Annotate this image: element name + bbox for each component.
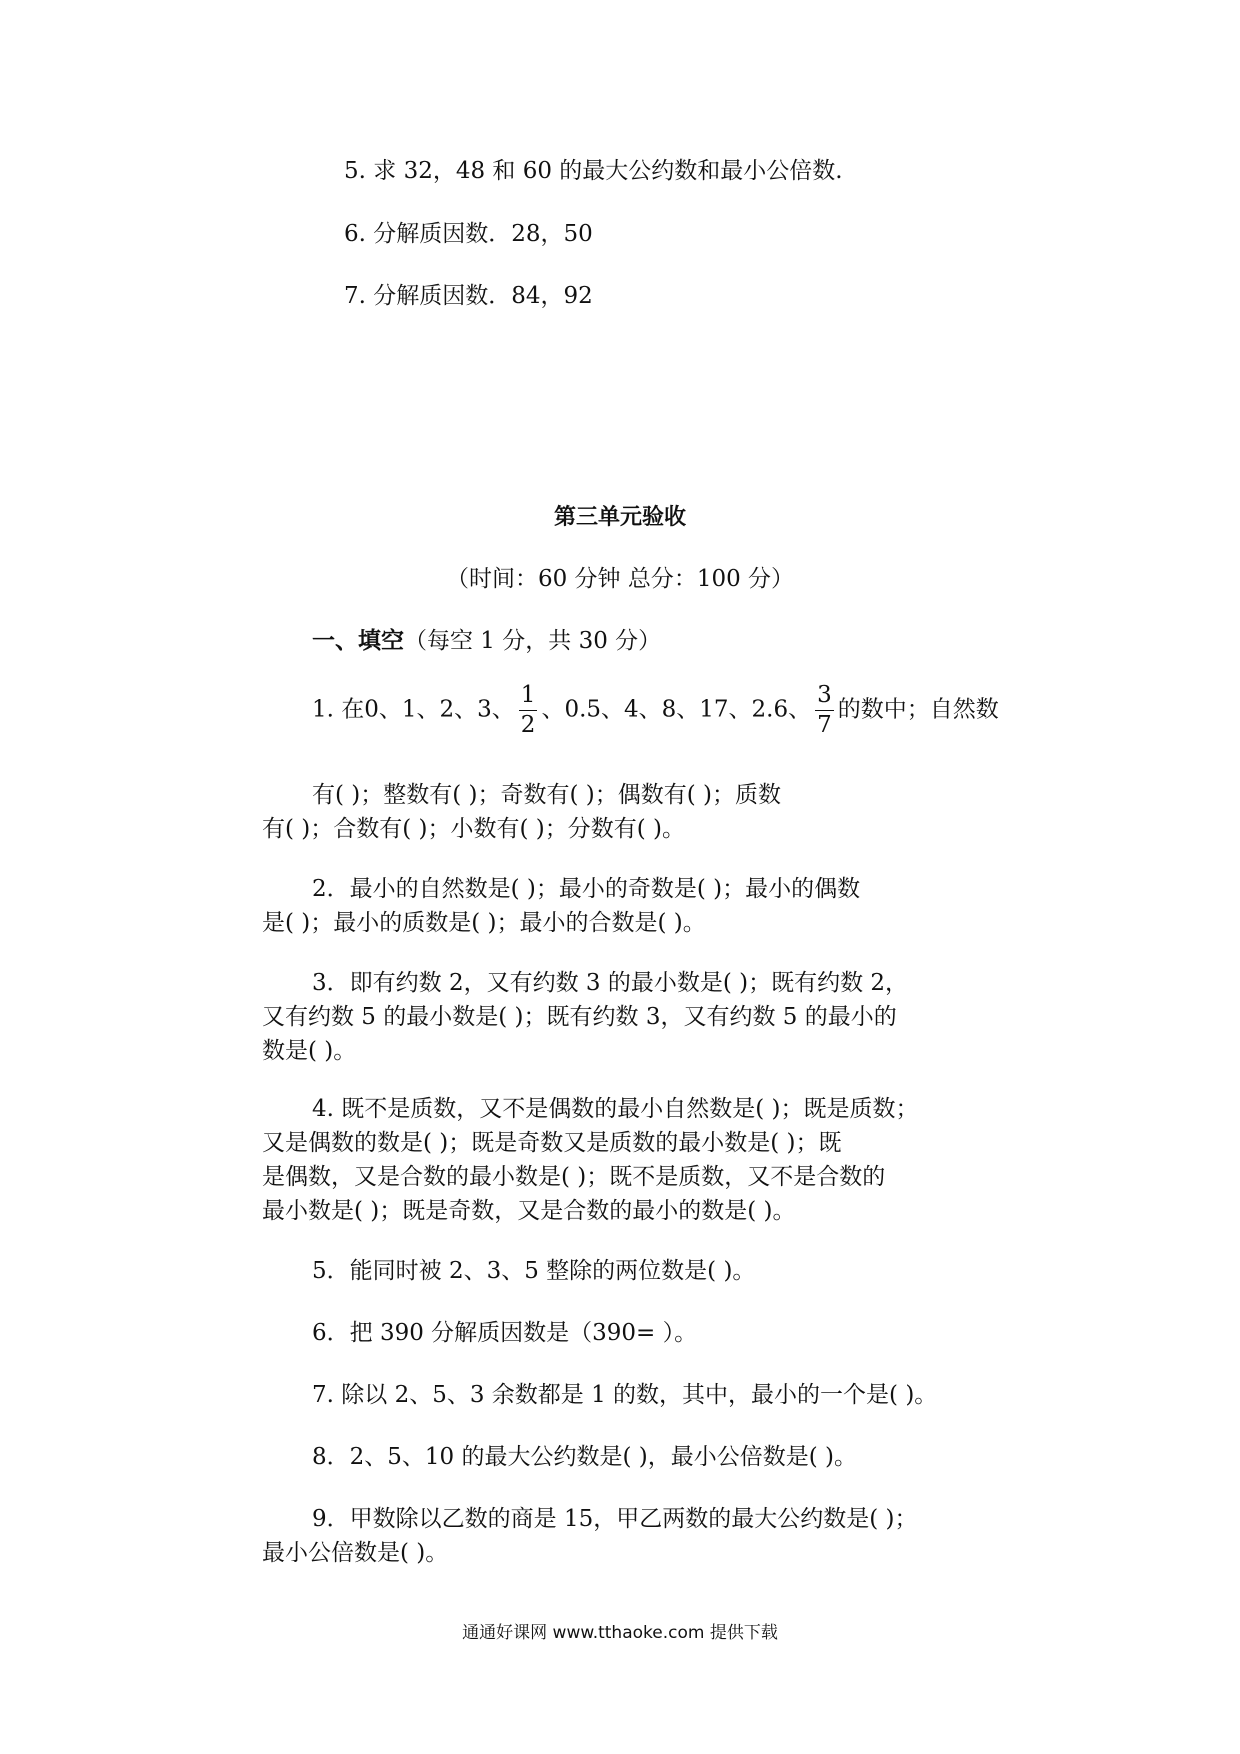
- top-item-7: 7. 分解质因数．84，92: [344, 283, 593, 309]
- q1-mid: 、0.5、4、8、17、2.6、: [541, 696, 812, 723]
- question-9-line-1: 9．甲数除以乙数的商是 15，甲乙两数的最大公约数是( )；: [312, 1506, 918, 1532]
- q1-pre: 1. 在0、1、2、3、: [312, 696, 515, 723]
- question-4-line-4: 最小数是( )；既是奇数，又是合数的最小的数是( )。: [262, 1198, 796, 1224]
- part-heading-rest: （每空 1 分，共 30 分）: [404, 628, 662, 654]
- fraction-denominator: 2: [520, 712, 536, 738]
- question-4-line-3: 是偶数，又是合数的最小数是( )；既不是质数，又不是合数的: [262, 1164, 886, 1190]
- fraction-numerator: 3: [815, 684, 834, 711]
- question-4-line-2: 又是偶数的数是( )；既是奇数又是质数的最小数是( )；既: [262, 1130, 842, 1156]
- question-1-line-2: 有( )；整数有( )；奇数有( )；偶数有( )；质数: [312, 782, 782, 808]
- page-footer: 通通好课网 www.tthaoke.com 提供下载: [462, 1623, 778, 1643]
- question-6: 6．把 390 分解质因数是（390= ）。: [312, 1320, 698, 1346]
- fraction-numerator: 1: [519, 684, 538, 711]
- question-2-line-2: 是( )；最小的质数是( )；最小的合数是( )。: [262, 910, 706, 936]
- question-9-line-2: 最小公倍数是( )。: [262, 1540, 449, 1566]
- question-3-line-1: 3．即有约数 2，又有约数 3 的最小数是( )；既有约数 2，: [312, 970, 909, 996]
- question-5: 5．能同时被 2、3、5 整除的两位数是( )。: [312, 1258, 756, 1284]
- question-8: 8．2、5、10 的最大公约数是( )，最小公倍数是( )。: [312, 1444, 857, 1470]
- section-subtitle: （时间：60 分钟 总分：100 分）: [445, 566, 795, 592]
- q1-post: 的数中；自然数: [837, 696, 999, 723]
- top-item-5: 5. 求 32，48 和 60 的最大公约数和最小公倍数.: [344, 158, 843, 184]
- question-1-line-1: [312, 684, 999, 737]
- fraction-one-half: [519, 684, 538, 737]
- question-4-line-1: 4. 既不是质数，又不是偶数的最小自然数是( )；既是质数；: [312, 1096, 919, 1122]
- top-item-6: 6. 分解质因数．28，50: [344, 221, 593, 247]
- fraction-denominator: 7: [817, 712, 832, 738]
- question-2-line-1: 2．最小的自然数是( )；最小的奇数是( )；最小的偶数: [312, 876, 861, 902]
- part-heading: [312, 622, 661, 655]
- fraction-three-sevenths: [815, 684, 834, 737]
- question-3-line-3: 数是( )。: [262, 1038, 357, 1064]
- question-1-line-3: 有( )；合数有( )；小数有( )；分数有( )。: [262, 816, 686, 842]
- section-title: 第三单元验收: [553, 504, 686, 530]
- question-3-line-2: 又有约数 5 的最小数是( )；既有约数 3，又有约数 5 的最小的: [262, 1004, 897, 1030]
- part-heading-bold: 一、填空: [312, 627, 404, 654]
- question-7: 7. 除以 2、5、3 余数都是 1 的数，其中，最小的一个是( )。: [312, 1382, 938, 1408]
